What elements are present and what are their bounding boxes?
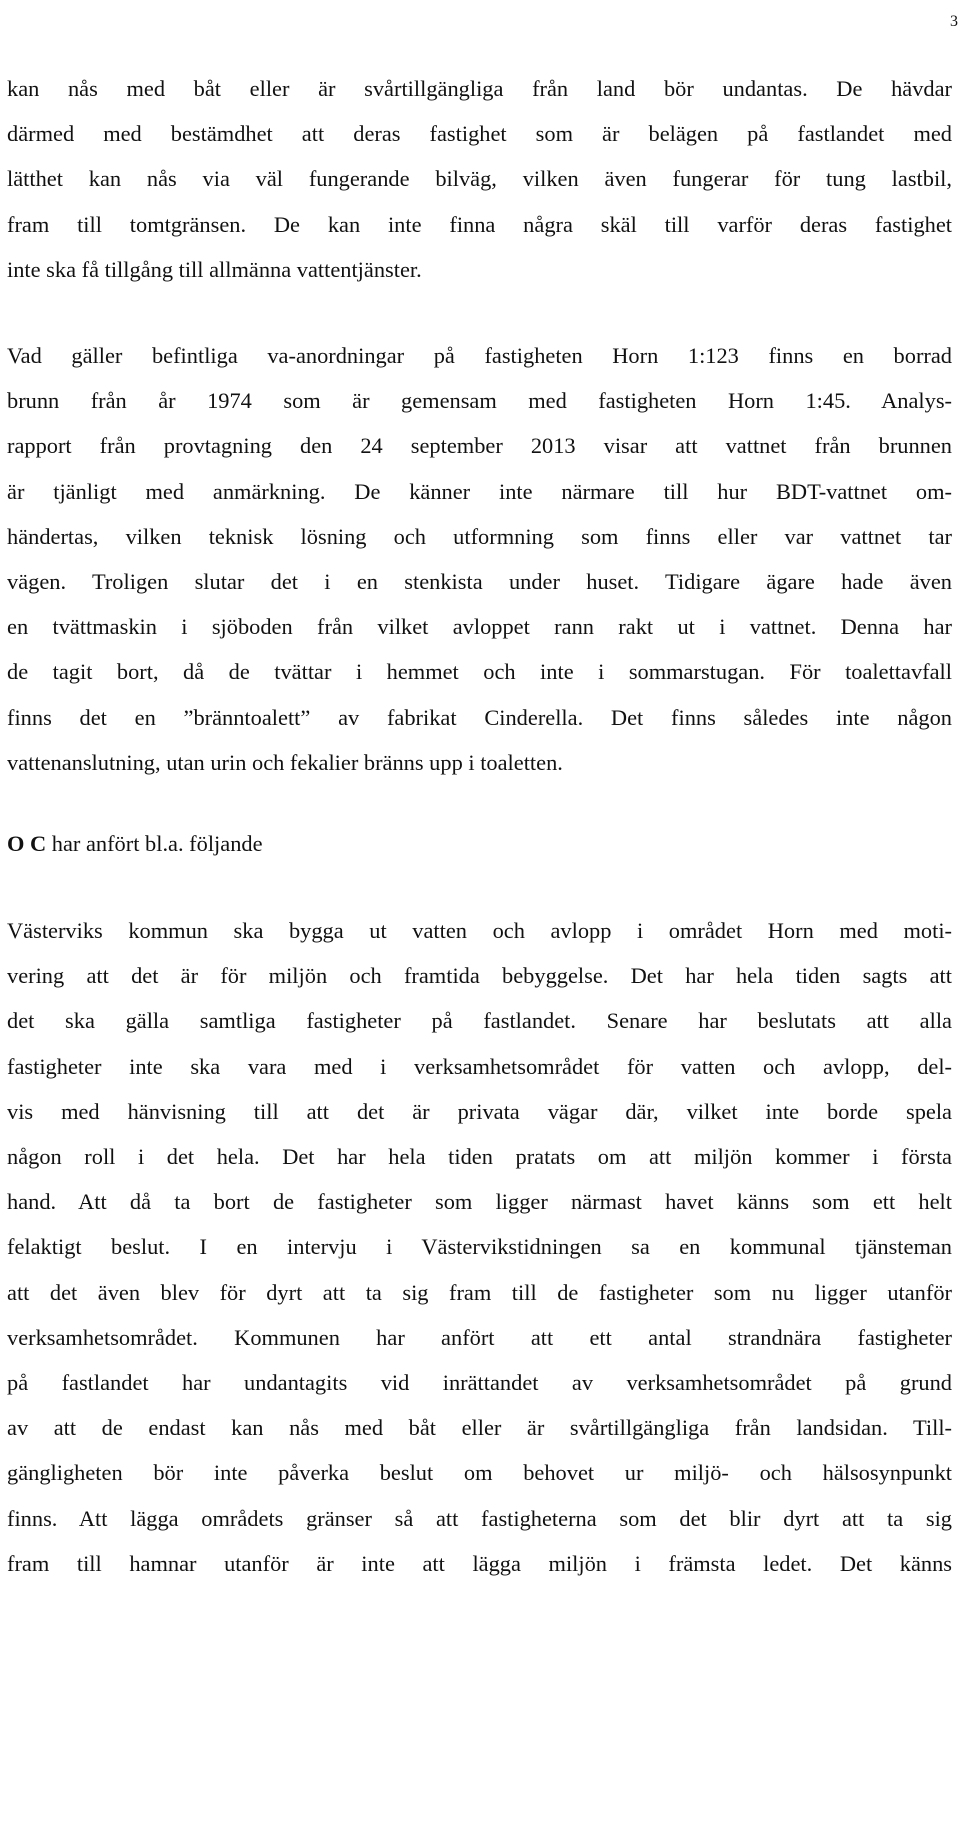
text-line: lätthet kan nås via väl fungerande bilväg, vilken även fungerar för tung lastbil, [7, 166, 952, 192]
text-line: Vad gäller befintliga va-anordningar på fastigheten Horn 1:123 finns en borrad [7, 343, 952, 368]
text-line: kan nås med båt eller är svårtillgängliga från land bör undantas. De hävdar [7, 76, 952, 101]
text-line: någon roll i det hela. Det har hela tiden pratats om att miljön kommer i första [7, 1144, 952, 1170]
paragraph-2 [7, 333, 952, 785]
section-heading [7, 821, 952, 866]
text-line: på fastlandet har undantagits vid inrättandet av verksamhetsområdet på grund [7, 1370, 952, 1396]
text-line: verksamhetsområdet. Kommunen har anfört att ett antal strandnära fastigheter [7, 1324, 952, 1350]
text-line: vis med hänvisning till att det är privata vägar där, vilket inte borde spela [7, 1098, 952, 1124]
text-line: finns det en ”bränntoalett” av fabrikat Cinderella. Det finns således inte någon [7, 704, 952, 730]
text-line: rapport från provtagning den 24 september 2013 visar att vattnet från brunnen [7, 433, 952, 459]
text-line: de tagit bort, då de tvättar i hemmet och inte i sommarstugan. För toalettavfall [7, 659, 952, 685]
text-line: av att de endast kan nås med båt eller är svårtillgängliga från landsidan. Till- [7, 1415, 952, 1441]
text-line: vägen. Troligen slutar det i en stenkista under huset. Tidigare ägare hade även [7, 569, 952, 595]
heading-name: O C [7, 831, 47, 856]
paragraph-1 [7, 66, 952, 292]
text-line: felaktigt beslut. I en intervju i Västervikstidningen sa en kommunal tjänsteman [7, 1234, 952, 1260]
text-line: Västerviks kommun ska bygga ut vatten och avlopp i området Horn med moti- [7, 918, 952, 943]
heading-text: har anfört bl.a. följande [46, 831, 263, 856]
text-line: hand. Att då ta bort de fastigheter som ligger närmast havet känns som ett helt [7, 1189, 952, 1215]
text-line: vattenanslutning, utan urin och fekalier bränns upp i toaletten. [7, 749, 563, 775]
text-line: inte ska få tillgång till allmänna vattentjänster. [7, 256, 422, 282]
text-line: händertas, vilken teknisk lösning och utformning som finns eller var vattnet tar [7, 523, 952, 549]
text-line: fram till tomtgränsen. De kan inte finna några skäl till varför deras fastighet [7, 211, 952, 237]
text-line: finns. Att lägga områdets gränser så att fastigheterna som det blir dyrt att ta sig [7, 1505, 952, 1531]
text-line: vering att det är för miljön och framtida bebyggelse. Det har hela tiden sagts att [7, 963, 952, 989]
text-line: därmed med bestämdhet att deras fastighet som är belägen på fastlandet med [7, 121, 952, 147]
text-line: gängligheten bör inte påverka beslut om behovet ur miljö- och hälsosynpunkt [7, 1460, 952, 1486]
paragraph-3 [7, 908, 952, 1586]
text-line: en tvättmaskin i sjöboden från vilket avloppet rann rakt ut i vattnet. Denna har [7, 614, 952, 640]
text-line: det ska gälla samtliga fastigheter på fastlandet. Senare har beslutats att alla [7, 1008, 952, 1034]
text-line: att det även blev för dyrt att ta sig fram till de fastigheter som nu ligger utanför [7, 1279, 952, 1305]
text-line: fastigheter inte ska vara med i verksamhetsområdet för vatten och avlopp, del- [7, 1053, 952, 1079]
text-line: brunn från år 1974 som är gemensam med fastigheten Horn 1:45. Analys- [7, 388, 952, 414]
text-line: är tjänligt med anmärkning. De känner inte närmare till hur BDT-vattnet om- [7, 478, 952, 504]
page-number: 3 [950, 13, 958, 30]
text-line: fram till hamnar utanför är inte att lägga miljön i främsta ledet. Det känns [7, 1550, 952, 1576]
